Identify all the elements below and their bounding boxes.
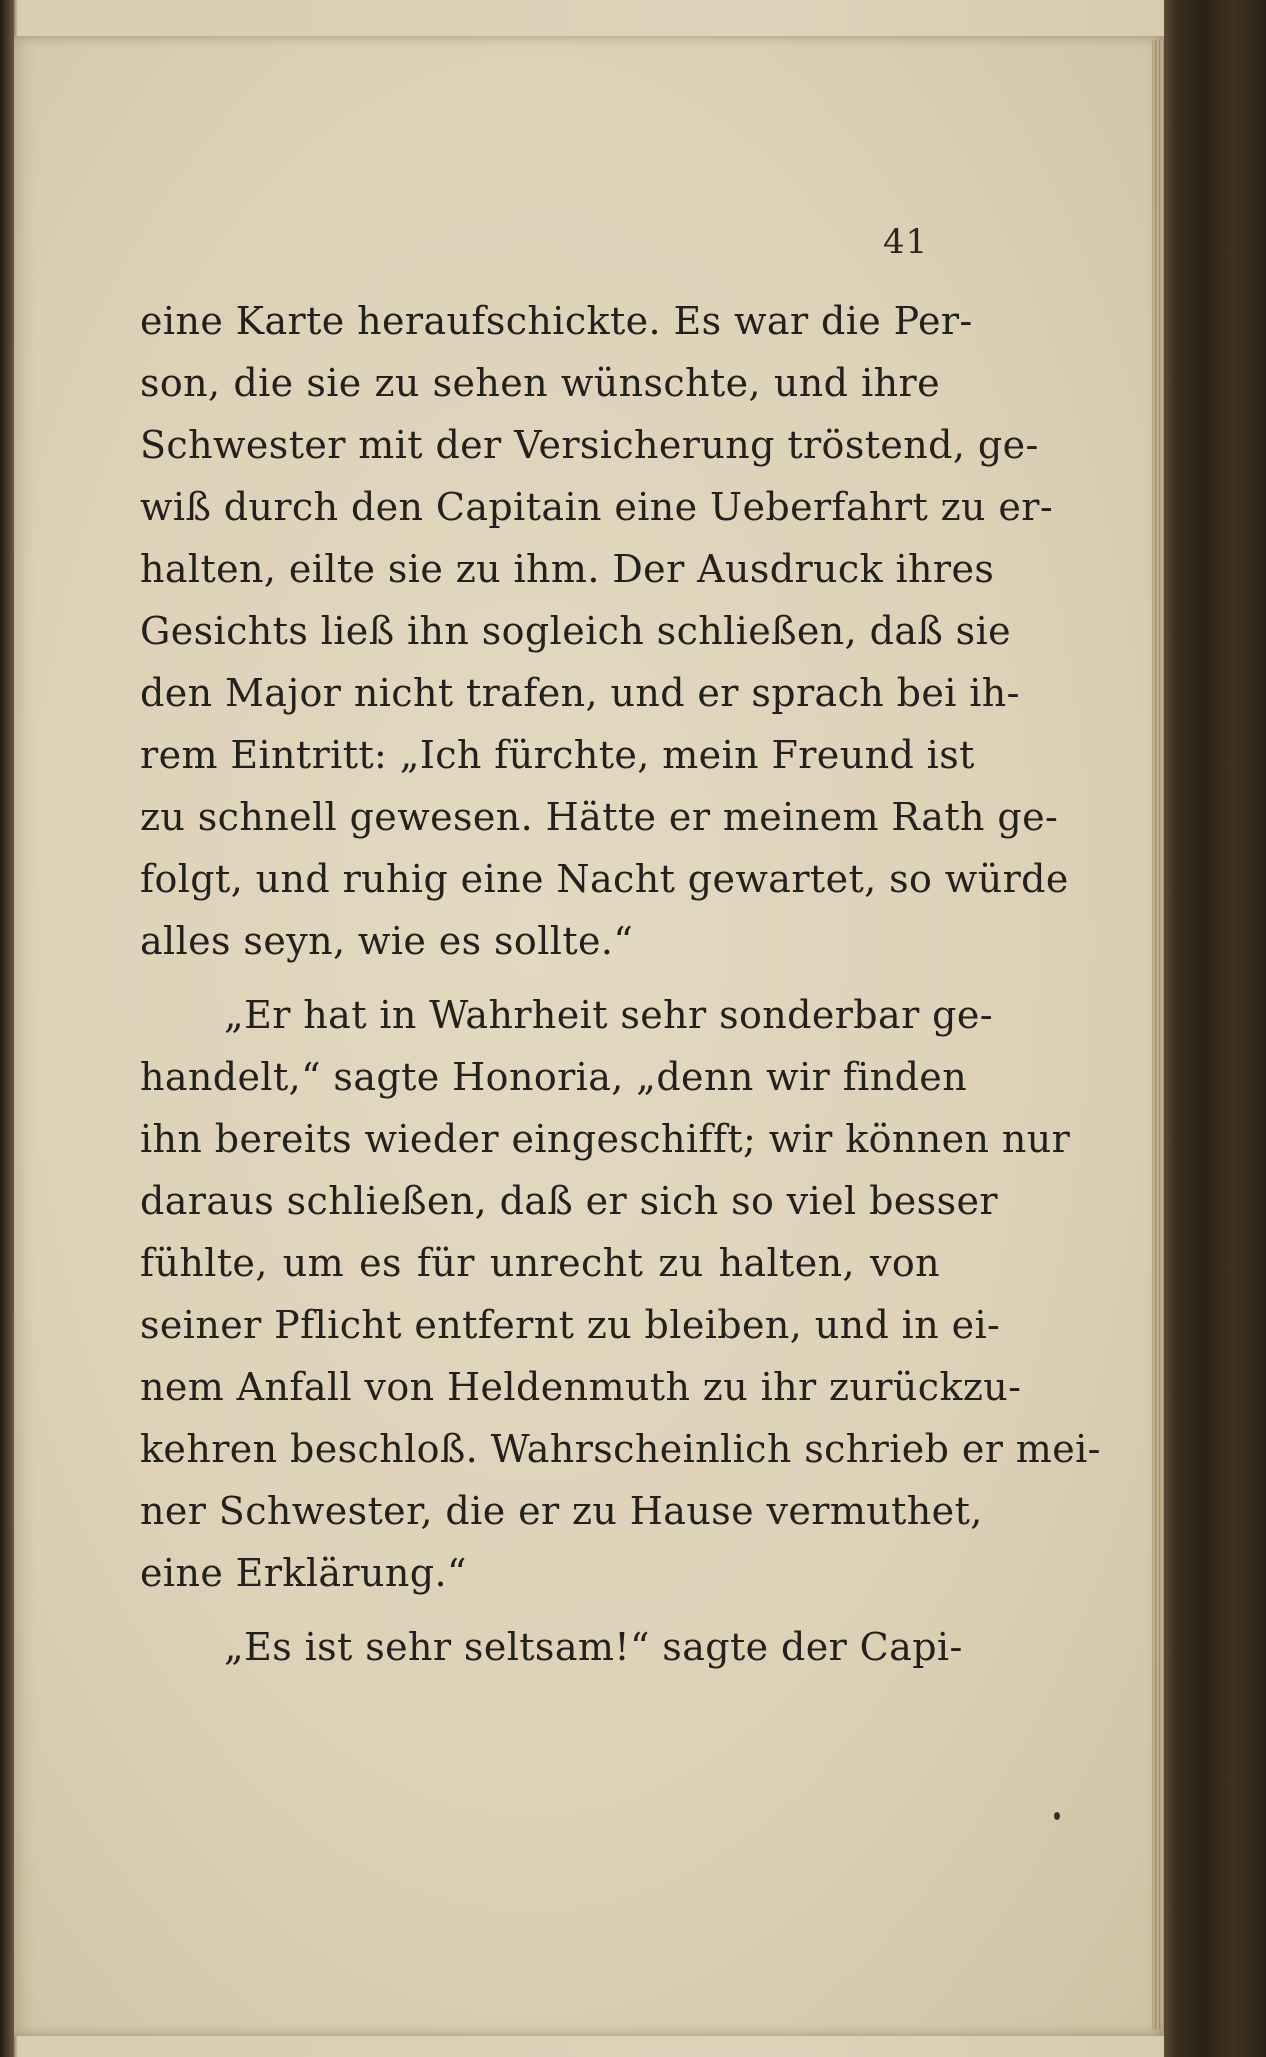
text-line: Schwester mit der Versicherung tröstend, ge- — [140, 423, 1039, 467]
text-line: halten, eilte sie zu ihm. Der Ausdruck ihres — [140, 547, 995, 591]
paragraph — [140, 1616, 963, 1678]
text-line: rem Eintritt: „Ich fürchte, mein Freund ist — [140, 733, 975, 777]
text-line: nem Anfall von Heldenmuth zu ihr zurückzu- — [140, 1365, 1022, 1409]
text-line: handelt,“ sagte Honoria, „denn wir finden — [140, 1055, 968, 1099]
text-line: eine Erklärung.“ — [140, 1551, 467, 1595]
text-line: Gesichts ließ ihn sogleich schließen, daß sie — [140, 609, 1012, 653]
text-line: „Er hat in Wahrheit sehr sonderbar ge- — [224, 993, 993, 1037]
text-line: eine Karte heraufschickte. Es war die Per- — [140, 299, 973, 343]
text-line: folgt, und ruhig eine Nacht gewartet, so würde — [140, 857, 1069, 901]
paragraph — [140, 290, 1069, 972]
text-line: seiner Pflicht entfernt zu bleiben, und in ei- — [140, 1303, 1001, 1347]
body-text — [140, 290, 1101, 1678]
text-line: son, die sie zu sehen wünschte, und ihre — [140, 361, 940, 405]
text-line: ner Schwester, die er zu Hause vermuthet, — [140, 1489, 983, 1533]
text-line: ihn bereits wieder eingeschifft; wir können nur — [140, 1117, 1071, 1161]
book-cover-edge — [1164, 0, 1266, 2057]
ink-speck — [1054, 1812, 1060, 1820]
text-line: zu schnell gewesen. Hätte er meinem Rath ge- — [140, 795, 1059, 839]
page-number: 41 — [883, 222, 929, 262]
text-line: kehren beschloß. Wahrscheinlich schrieb er mei- — [140, 1427, 1101, 1471]
text-line: fühlte, um es für unrecht zu halten, von — [140, 1241, 940, 1285]
text-line: alles seyn, wie es sollte.“ — [140, 919, 634, 963]
text-line: wiß durch den Capitain eine Ueberfahrt zu er- — [140, 485, 1054, 529]
text-line: daraus schließen, daß er sich so viel besser — [140, 1179, 998, 1223]
paragraph — [140, 984, 1101, 1604]
text-line: den Major nicht trafen, und er sprach bei ih- — [140, 671, 1020, 715]
text-line: „Es ist sehr seltsam!“ sagte der Capi- — [224, 1625, 963, 1669]
gutter-shadow — [0, 0, 14, 2057]
